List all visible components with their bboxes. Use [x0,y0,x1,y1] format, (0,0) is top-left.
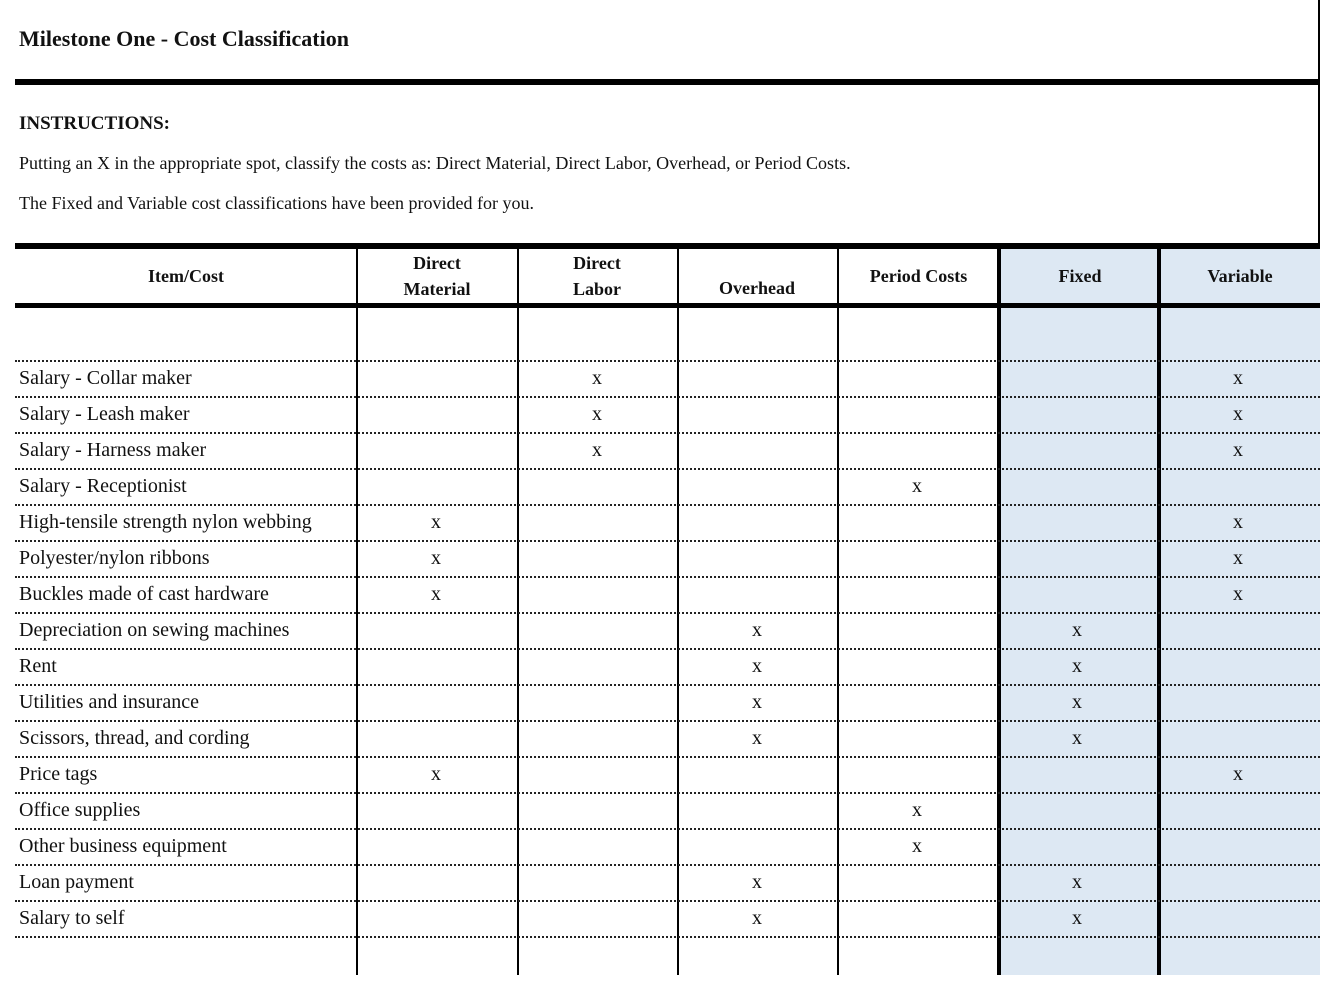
instructions-line-2: The Fixed and Variable cost classifications have been provided for you. [19,193,535,213]
header-fixed: Fixed [1058,266,1102,286]
mark-direct-material[interactable]: x [431,583,441,605]
mark-overhead[interactable]: x [752,691,762,713]
mark-variable[interactable]: x [1233,439,1243,461]
mark-fixed[interactable]: x [1072,691,1082,713]
mark-fixed[interactable]: x [1072,727,1082,749]
row-item-label: Office supplies [19,799,141,821]
mark-fixed[interactable]: x [1072,907,1082,929]
mark-overhead[interactable]: x [752,655,762,677]
row-rule [15,360,1320,362]
mark-overhead[interactable]: x [752,619,762,641]
title-divider [15,79,1320,85]
row-rule [15,864,1320,866]
mark-variable[interactable]: x [1233,511,1243,533]
row-rule [15,900,1320,902]
header-variable: Variable [1207,266,1273,286]
row-rule [15,828,1320,830]
mark-direct-labor[interactable]: x [592,439,602,461]
mark-variable[interactable]: x [1233,547,1243,569]
row-item-label: Rent [19,655,57,677]
row-item-label: Other business equipment [19,835,227,857]
row-rule [15,432,1320,434]
row-rule [15,684,1320,686]
mark-direct-material[interactable]: x [431,763,441,785]
mark-fixed[interactable]: x [1072,871,1082,893]
header-bottom-rule [15,303,1320,308]
header-direct-material-line1: Direct [413,253,461,273]
row-item-label: Depreciation on sewing machines [19,619,290,641]
mark-overhead[interactable]: x [752,871,762,893]
mark-variable[interactable]: x [1233,367,1243,389]
page-right-border-lower [1318,85,1320,245]
header-direct-material-line2: Material [403,279,471,299]
mark-period-costs[interactable]: x [912,799,922,821]
header-overhead: Overhead [719,278,795,298]
row-item-label: Salary - Receptionist [19,475,187,497]
row-item-label: Scissors, thread, and cording [19,727,250,749]
mark-overhead[interactable]: x [752,727,762,749]
row-rule [15,504,1320,506]
page-title: Milestone One - Cost Classification [19,26,349,51]
mark-fixed[interactable]: x [1072,619,1082,641]
cost-classification-table [15,243,1320,975]
mark-direct-labor[interactable]: x [592,403,602,425]
row-rule [15,576,1320,578]
row-item-label: Price tags [19,763,98,785]
instructions-line-1: Putting an X in the appropriate spot, classify the costs as: Direct Material, Direct Labor, Overhead, or Period Costs. [19,153,851,173]
mark-overhead[interactable]: x [752,907,762,929]
mark-period-costs[interactable]: x [912,835,922,857]
row-rule [15,936,1320,938]
page-right-border [1318,0,1320,82]
mark-direct-material[interactable]: x [431,511,441,533]
header-item-cost: Item/Cost [148,266,224,286]
row-rule [15,648,1320,650]
row-item-label: Salary - Collar maker [19,367,192,389]
row-rule [15,756,1320,758]
row-rule [15,540,1320,542]
row-rule [15,468,1320,470]
mark-period-costs[interactable]: x [912,475,922,497]
header-direct-labor [517,249,677,303]
header-direct-labor-line1: Direct [573,253,621,273]
row-item-label: Loan payment [19,871,134,893]
row-item-label: Polyester/nylon ribbons [19,547,210,569]
header-direct-labor-line2: Labor [572,279,621,299]
header-direct-material [357,249,517,303]
mark-fixed[interactable]: x [1072,655,1082,677]
header-period-costs: Period Costs [869,266,968,286]
instructions-heading: INSTRUCTIONS: [19,113,170,134]
mark-variable[interactable]: x [1233,403,1243,425]
row-item-label: Salary - Leash maker [19,403,190,425]
row-item-label: Salary to self [19,907,125,929]
mark-direct-labor[interactable]: x [592,367,602,389]
row-rule [15,612,1320,614]
row-item-label: Utilities and insurance [19,691,199,713]
row-item-label: Salary - Harness maker [19,439,207,461]
mark-direct-material[interactable]: x [431,547,441,569]
row-item-label: Buckles made of cast hardware [19,583,269,605]
row-item-label: High-tensile strength nylon webbing [19,511,312,533]
mark-variable[interactable]: x [1233,763,1243,785]
row-rule [15,720,1320,722]
row-rule [15,792,1320,794]
mark-variable[interactable]: x [1233,583,1243,605]
row-rule [15,396,1320,398]
